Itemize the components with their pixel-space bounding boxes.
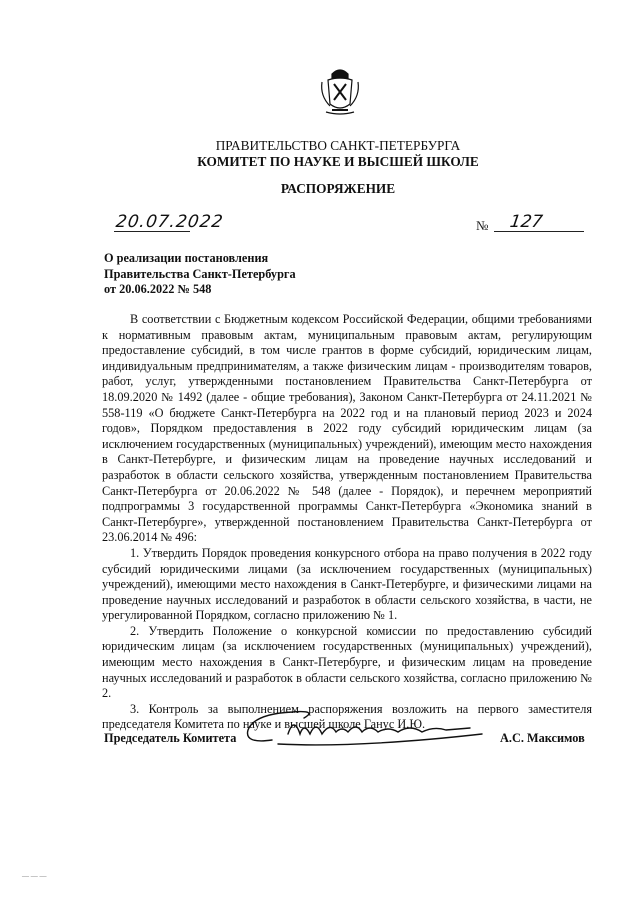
coat-of-arms-icon (318, 66, 362, 116)
preamble-paragraph: В соответствии с Бюджетным кодексом Российской Федерации, общими требованиями к нормативным правовым актам, муниципальным правовым актам, регулирующим предоставление субсидий, в том числе грантов в форме субсидий, юридическим лицам, индивидуальным предпринимателям, а также физическим лицам - производителям товаров, работ, услуг, утвержденными постановлением Правительства Санкт-Петербурга от 18.09.2020 № 1492 (далее - общие требования), Законом Санкт-Петербурга от 24.11.2021 № 558-119 «О бюджете Санкт-Петербурга на 2022 год и на плановый период 2023 и 2024 годов», Порядком предоставления в 2022 году субсидий юридическим лицам (за исключением государственных (муниципальных) учреждений), имеющим место нахождения в Санкт-Петербурге, и физическим лицам на проведение научных исследований и разработок в области сельского хозяйства, утвержденным постановлением Правительства Санкт-Петербурга от 20.06.2022 № 548 (далее - Порядок), и перечнем мероприятий подпрограммы 3 государственной программы Санкт-Петербурга «Экономика знаний в Санкт-Петербурге», утвержденной постановлением Правительства Санкт-Петербурга от 23.06.2014 № 496: (102, 312, 592, 545)
document-type: РАСПОРЯЖЕНИЕ (280, 181, 396, 196)
signatory-title: Председатель Комитета (104, 731, 237, 745)
signatory-name: А.С. Максимов (500, 731, 585, 745)
clause-paragraph: 2. Утвердить Положение о конкурсной комиссии по предоставлению субсидий юридическим лицам (за исключением государственных (муниципальных) учреждений), имеющим место нахождения в Санкт-Петербурге, и физическим лицам на проведение научных исследований и разработок в области сельского хозяйства, согласно приложению № 2. (102, 623, 592, 701)
document-date: 20.07.2022 (114, 212, 225, 232)
number-underline (494, 231, 584, 232)
page-mark: — — — (22, 872, 47, 880)
subject-line: от 20.06.2022 № 548 (104, 282, 212, 296)
handwritten-signature (238, 704, 500, 754)
subject-line: Правительства Санкт-Петербурга (104, 266, 296, 281)
document-number: 127 (508, 212, 544, 232)
government-name: ПРАВИТЕЛЬСТВО САНКТ-ПЕТЕРБУРГА (215, 138, 461, 153)
clause-paragraph: 1. Утвердить Порядок проведения конкурсного отбора на право получения в 2022 году субсидий юридическими лицами (за исключением государственных (муниципальных) учреждений), имеющими место нахождения в Санкт-Петербурге, и физическими лицами на проведение научных исследований и разработок в области сельского хозяйства, в части, не урегулированной Порядком, согласно приложению № 1. (102, 545, 592, 623)
date-underline (114, 231, 190, 232)
document-subject (104, 251, 296, 298)
subject-line: О реализации постановления (104, 251, 269, 265)
committee-name: КОМИТЕТ ПО НАУКЕ И ВЫСШЕЙ ШКОЛЕ (197, 154, 479, 169)
clause-paragraph: 3. Контроль за выполнением распоряжения возложить на первого заместителя председателя Комитета по науке и высшей школе Ганус И.Ю. (102, 701, 592, 732)
number-label: № (476, 218, 489, 233)
document-body (102, 312, 592, 733)
